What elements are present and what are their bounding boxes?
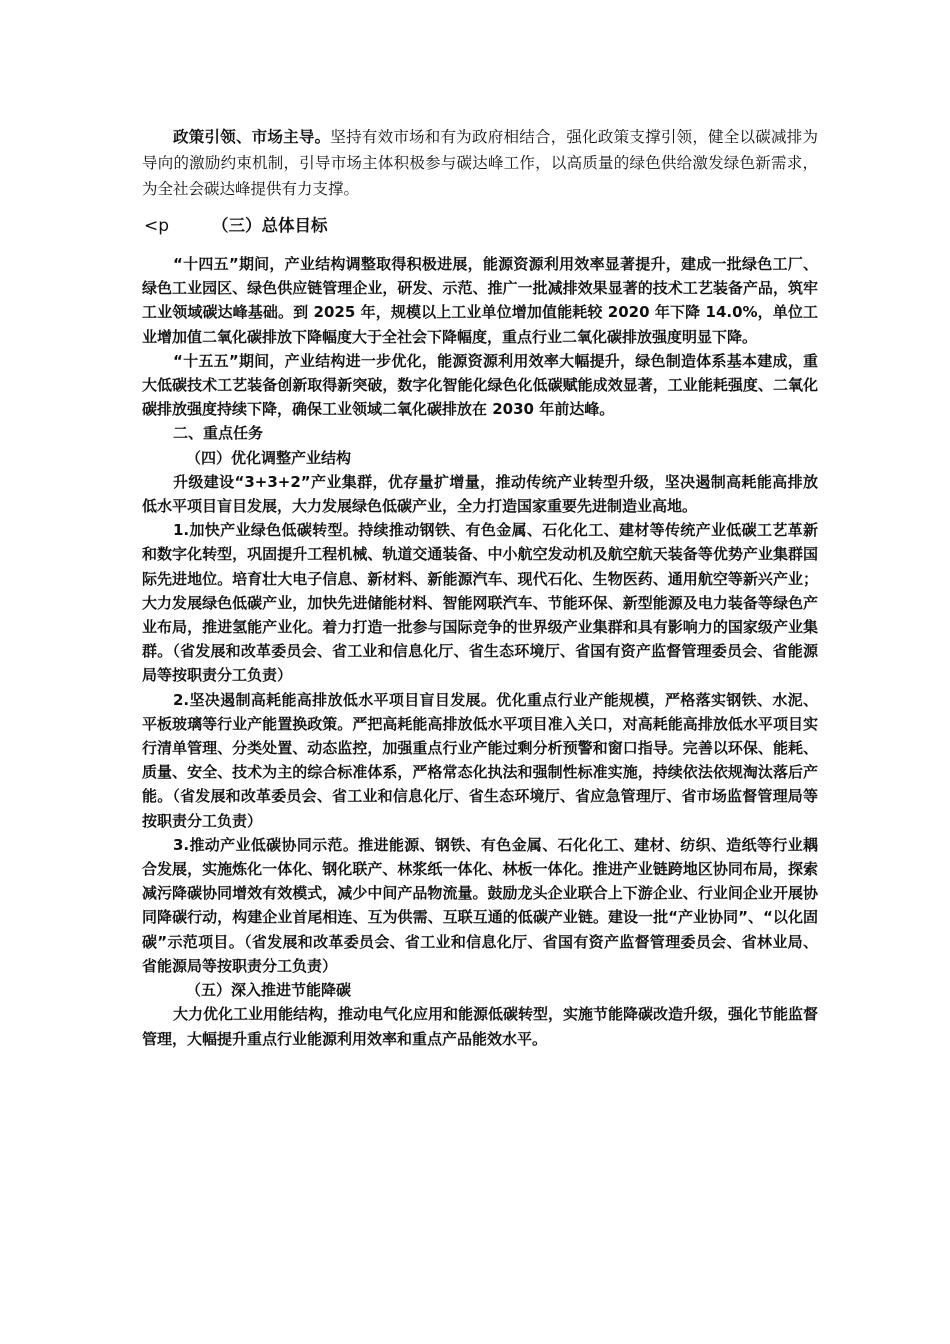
goal-15th-five-year: “十五五”期间，产业结构进一步优化，能源资源利用效率大幅提升，绿色制造体系基本建成，重大低碳技术工艺装备创新取得新突破，数字化智能化绿色化低碳赋能成效显著，工业能耗强度、二氧化碳排放强度持续下降，确保工业领域二氧化碳排放在 2030 年前达峰。 [142,351,818,419]
stray-markup-text: <p [144,216,170,236]
task-5-intro: 大力优化工业用能结构，推动电气化应用和能源低碳转型，实施节能降碳改造升级，强化节能监督管理，大幅提升重点行业能源利用效率和重点产品能效水平。 [142,1005,819,1048]
document-page [142,124,818,1051]
policy-paragraph [142,124,818,202]
policy-lead: 政策引领、市场主导。 [173,128,331,146]
task-4-intro: 升级建设“3+3+2”产业集群，优存量扩增量，推动传统产业转型升级，坚决遏制高耗能高排放低水平项目盲目发展，大力发展绿色低碳产业，全力打造国家重要先进制造业高地。 [142,472,818,516]
task-item-2: 2.坚决遏制高耗能高排放低水平项目盲目发展。优化重点行业产能规模，严格落实钢铁、水泥、平板玻璃等行业产能置换政策。严把高耗能高排放低水平项目准入关口，对高耗能高排放低水平项目实行清单管理、分类处置、动态监控，加强重点行业产能过剩分析预警和窗口指导。完善以环保、能耗、质量、安全、技术为主的综合标准体系，严格常态化执法和强制性标准实施，持续依法依规淘汰落后产能。（省发展和改革委员会、省工业和信息化厅、省生态环境厅、省应急管理厅、省市场监督管理局等按职责分工负责） [142,690,818,830]
task-item-3: 3.推动产业低碳协同示范。推进能源、钢铁、有色金属、石化化工、建材、纺织、造纸等行业耦合发展，实施炼化一体化、钢化联产、林浆纸一体化、林板一体化。推进产业链跨地区协同布局，探索减污降碳协同增效有效模式，减少中间产品物流量。鼓励龙头企业联合上下游企业、行业间企业开展协同降碳行动，构建企业首尾相连、互为供需、互联互通的低碳产业链。建设一批“产业协同”、“以化固碳”示范项目。（省发展和改革委员会、省工业和信息化厅、省国有资产监督管理委员会、省林业局、省能源局等按职责分工负责） [142,835,818,975]
heading-energy-saving: （五）深入推进节能降碳 [186,981,352,1000]
task-item-1: 1.加快产业绿色低碳转型。持续推动钢铁、有色金属、石化化工、建材等传统产业低碳工艺革新和数字化转型，巩固提升工程机械、轨道交通装备、中小航空发动机及航空航天装备等优势产业集群国际先进地位。培育壮大电子信息、新材料、新能源汽车、现代石化、生物医药、通用航空等新兴产业；大力发展绿色低碳产业，加快先进储能材料、智能网联汽车、节能环保、新型能源及电力装备等绿色产业布局，推进氢能产业化。着力打造一批参与国际竞争的世界级产业集群和具有影响力的国家级产业集群。（省发展和改革委员会、省工业和信息化厅、省生态环境厅、省国有资产监督管理委员会、省能源局等按职责分工负责） [142,521,818,685]
section-heading-row [142,210,818,242]
goal-14th-five-year: “十四五”期间，产业结构调整取得积极进展，能源资源利用效率显著提升，建成一批绿色工厂、绿色工业园区、绿色供应链管理企业，研发、示范、推广一批减排效果显著的技术工艺装备产品，筑牢工业领域碳达峰基础。到 2025 年，规模以上工业单位增加值能耗较 2020 年下降 14.0%，单位工业增加值二氧化碳排放下降幅度大于全社会下降幅度，重点行业二氧化碳排放强度明显下降。 [142,255,818,346]
heading-key-tasks: 二、重点任务 [173,424,264,443]
policy-text: 坚持有效市场和有为政府相结合，强化政策支撑引领，健全以碳减排为导向的激励约束机制，引导市场主体积极参与碳达峰工作，以高质量的绿色供给激发绿色新需求，为全社会碳达峰提供有力支撑。 [142,128,818,198]
heading-optimize-structure: （四）优化调整产业结构 [186,448,352,467]
heading-overall-goals: （三）总体目标 [212,216,328,235]
